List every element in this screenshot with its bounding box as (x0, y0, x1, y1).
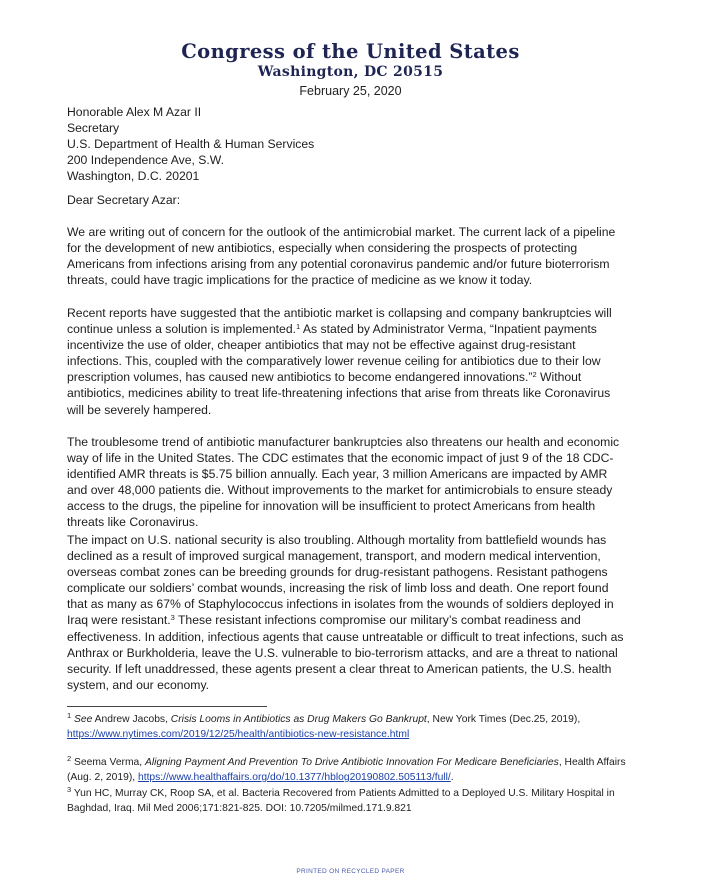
footnote-2-title: Aligning Payment And Prevention To Drive Antibiotic Innovation For Medicare Beneficiaries (145, 757, 559, 768)
address-line: Honorable Alex M Azar II (67, 105, 202, 119)
footnote-divider (67, 706, 267, 707)
paragraph-2-text-a: Recent reports have suggested that the antibiotic market is collapsing and company bankruptcies will continue unless a solution is implemented. (67, 306, 612, 337)
paragraph-2 (67, 305, 627, 418)
footnote-1-link[interactable]: https://www.nytimes.com/2019/12/25/health/antibiotics-new-resistance.html (67, 729, 410, 740)
printed-on-recycled-paper: PRINTED ON RECYCLED PAPER (296, 868, 405, 875)
footnote-1-number: 1 (67, 711, 72, 720)
footnote-2-link[interactable]: https://www.healthaffairs.org/do/10.1377/hblog20190802.505113/full/ (137, 772, 451, 783)
footnote-ref-1: 1 (296, 322, 301, 332)
footnote-1-author: Andrew Jacobs, (92, 714, 171, 725)
letter-date: February 25, 2020 (299, 84, 402, 98)
footnote-1-source: , New York Times (Dec.25, 2019), (426, 714, 581, 725)
address-line: Washington, D.C. 20201 (67, 169, 200, 184)
address-line: Secretary (67, 121, 120, 136)
salutation: Dear Secretary Azar: (67, 193, 181, 207)
footnote-3 (67, 786, 637, 816)
address-line: U.S. Department of Health & Human Services (67, 137, 315, 152)
footnote-3-text: Yun HC, Murray CK, Roop SA, et al. Bacteria Recovered from Patients Admitted to a Deployed U.S. Military Hospital in Baghdad, Iraq. Mil Med 2006;171:821-825. DOI: 10.7205/milmed.171.9.821 (67, 788, 615, 814)
address-line: 200 Independence Ave, S.W. (67, 153, 224, 168)
footnote-1 (67, 712, 637, 742)
footnote-2-number: 2 (67, 754, 72, 763)
footnote-2-source: , Health Affairs (Aug. 2, 2019), (67, 757, 626, 783)
footnote-ref-2: 2 (532, 370, 537, 380)
footnote-1-title: Crisis Looms in Antibiotics as Drug Makers Go Bankrupt (170, 714, 427, 725)
footnote-3-number: 3 (67, 785, 72, 794)
letterhead-city: Washington, DC 20515 (257, 64, 444, 80)
footnote-ref-3: 3 (170, 613, 175, 623)
letterhead-title: Congress of the United States (181, 40, 520, 63)
recipient-address (67, 104, 627, 184)
paragraph-2-text-c: Without antibiotics, medicines ability to treat life-threatening infections that arise from threats like Coronavirus will be severely hampered. (67, 370, 611, 417)
paragraph-4 (67, 532, 627, 693)
footnote-1-see: See (74, 714, 93, 725)
paragraph-2-text-b: As stated by Administrator Verma, “Inpatient payments incentivize the use of older, cheaper antibiotics that may not be effective against drug-resistant infections. This, coupled with the comparatively lower revenue ceiling for antibiotics due to their low prescription volumes, has caused new antibiotics to become endangered innovations.” (67, 322, 601, 385)
paragraph-1: We are writing out of concern for the outlook of the antimicrobial market. The current lack of a pipeline for the development of new antibiotics, especially when considering the prospects of protecting Americans from infections arising from any potential coronavirus pandemic and/or future bioterrorism threats, could have tragic implications for the practice of medicine as we know it today. (67, 225, 616, 288)
footnote-2-author: Seema Verma, (71, 757, 145, 768)
paragraph-3: The troublesome trend of antibiotic manufacturer bankruptcies also threatens our health and economic way of life in the United States. The CDC estimates that the economic impact of just 9 of the 18 CDC-identified AMR threats is $5.75 billion annually. Each year, 3 million Americans are impacted by AMR and over 48,000 patients die. Without improvements to the market for antimicrobials to ensure steady access to the drugs, the pipeline for innovation will be insufficient to protect Americans from health threats like Coronavirus. (67, 435, 620, 530)
footnote-2 (67, 755, 637, 785)
paragraph-4-text-a: The impact on U.S. national security is also troubling. Although mortality from battlefield wounds has declined as a result of improved surgical management, transport, and modern medical intervention, overseas combat zones can be breeding grounds for drug-resistant pathogens. Resistant pathogens complicate our soldiers’ combat wounds, increasing the risk of limb loss and death. One report found that as many as 67% of Staphylococcus infections in isolates from the wounds of soldiers deployed in Iraq were resistant. (67, 533, 614, 628)
footnote-2-end: . (450, 772, 454, 783)
paragraph-4-text-b: These resistant infections compromise our military’s combat readiness and effectiveness. In addition, infectious agents that cause untreatable or difficult to treat infections, such as Anthrax or Burkholderia, leave the U.S. vulnerable to bio-terrorism attacks, and are a threat to national security. If left unaddressed, these agents present a clear threat to American patients, the U.S. health system, and our economy. (67, 613, 624, 692)
